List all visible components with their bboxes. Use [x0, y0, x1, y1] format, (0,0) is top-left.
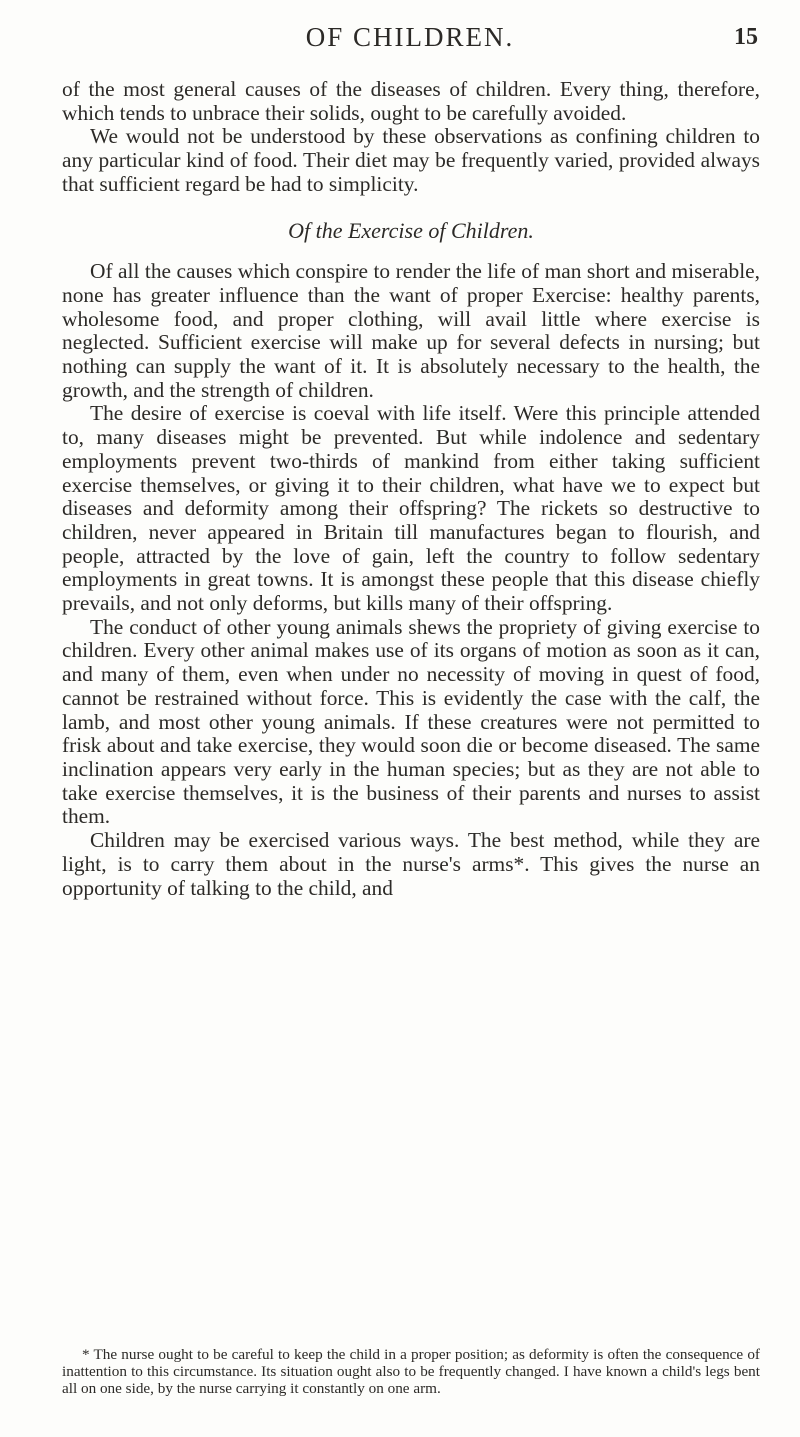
- paragraph-continuation: of the most general causes of the diseases of children. Every thing, therefore, which tends to unbrace their solids, ought to be carefully avoided.: [62, 77, 760, 125]
- section-heading: Of the Exercise of Children.: [288, 217, 534, 243]
- paragraph-diet: We would not be understood by these observations as confining children to any particular kind of food. Their diet may be frequently varied, provided always that sufficient regard be had to simplicity.: [62, 124, 760, 196]
- running-title: OF CHILDREN.: [305, 22, 515, 52]
- paragraph-exercise-desire: The desire of exercise is coeval with life itself. Were this principle attended to, many diseases might be prevented. But while indolence and sedentary employments prevent two-thirds of mankind from either taking sufficient exercise themselves, or giving it to their children, what have we to expect but diseases and deformity among their offspring? The rickets so destructive to children, never appeared in Britain till manufactures began to flourish, and people, attracted by the love of gain, left the country to follow sedentary employments in great towns. It is amongst these people that this disease chiefly prevails, and not only deforms, but kills many of their offspring.: [62, 401, 760, 616]
- paragraph-exercise-methods: Children may be exercised various ways. The best method, while they are light, is to carry them about in the nurse's arms*. This gives the nurse an opportunity of talking to the child, and: [62, 828, 760, 900]
- running-head: [60, 22, 760, 62]
- paragraph-exercise-causes: Of all the causes which conspire to render the life of man short and miserable, none has greater influence than the want of proper Exercise: healthy parents, wholesome food, and proper clothing, will avail little where exercise is neglected. Sufficient exercise will make up for several defects in nursing; but nothing can supply the want of it. It is absolutely necessary to the health, the growth, and the strength of children.: [62, 259, 760, 402]
- paragraph-young-animals: The conduct of other young animals shews the propriety of giving exercise to children. Every other animal makes use of its organs of motion as soon as it can, and many of them, even when under no necessity of moving in quest of food, cannot be restrained without force. This is evidently the case with the calf, the lamb, and most other young animals. If these creatures were not permitted to frisk about and take exercise, they would soon die or become diseased. The same inclination appears very early in the human species; but as they are not able to take exercise themselves, it is the business of their parents and nurses to assist them.: [62, 614, 760, 829]
- body-text: [62, 78, 760, 900]
- footnote: * The nurse ought to be careful to keep the child in a proper position; as deformity is often the consequence of inattention to this circumstance. Its situation ought also to be frequently changed. I have known a child's legs bent all on one side, by the nurse carrying it constantly on one arm.: [62, 1346, 760, 1398]
- page-number: 15: [734, 24, 758, 50]
